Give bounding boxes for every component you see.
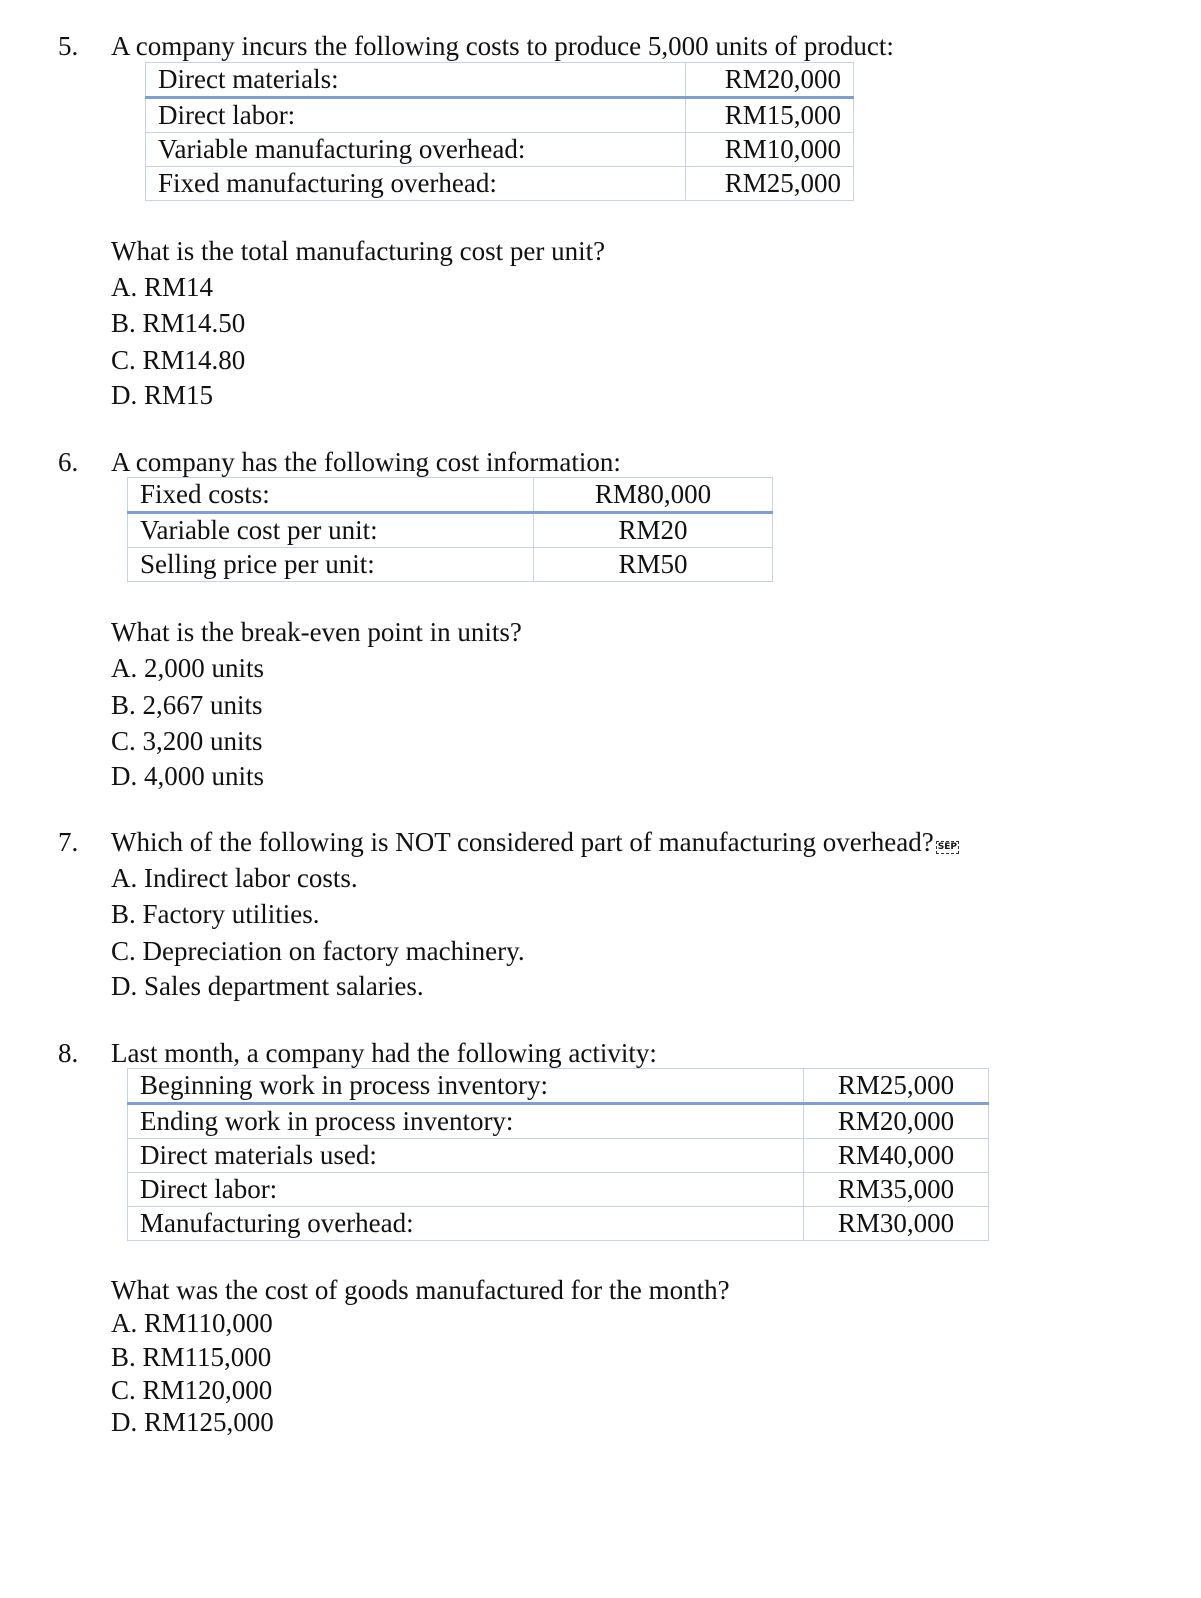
q5-option-a: A. RM14	[111, 272, 214, 302]
q8-row-label: Direct materials used:	[128, 1139, 804, 1173]
q5-question: What is the total manufacturing cost per unit?	[111, 236, 606, 266]
q7-number: 7.	[58, 827, 79, 857]
table-row	[128, 548, 773, 582]
q7-option-a: A. Indirect labor costs.	[111, 863, 358, 893]
q8-row-label: Manufacturing overhead:	[128, 1207, 804, 1241]
q6-row-value: RM50	[534, 548, 773, 582]
q5-option-b: B. RM14.50	[111, 308, 246, 338]
q5-row-value: RM25,000	[686, 167, 854, 201]
q5-stem: A company incurs the following costs to produce 5,000 units of product:	[111, 31, 894, 61]
q8-number: 8.	[58, 1038, 79, 1068]
q8-option-b: B. RM115,000	[111, 1342, 272, 1372]
q6-question: What is the break-even point in units?	[111, 617, 522, 647]
q6-option-b: B. 2,667 units	[111, 690, 263, 720]
q5-number: 5.	[58, 31, 79, 61]
q7-option-d: D. Sales department salaries.	[111, 971, 424, 1001]
q5-row-label: Variable manufacturing overhead:	[146, 133, 686, 167]
table-row	[128, 1207, 989, 1241]
q7-option-c: C. Depreciation on factory machinery.	[111, 936, 525, 966]
q8-option-a: A. RM110,000	[111, 1308, 273, 1338]
sep-glyph-icon: SEP	[937, 842, 957, 852]
table-row	[146, 98, 854, 133]
q6-cost-table	[127, 477, 773, 582]
q6-option-c: C. 3,200 units	[111, 726, 263, 756]
q6-row-value: RM80,000	[534, 478, 773, 513]
q8-row-label: Ending work in process inventory:	[128, 1104, 804, 1139]
q8-row-value: RM35,000	[804, 1173, 989, 1207]
q5-row-label: Direct labor:	[146, 98, 686, 133]
table-row	[146, 133, 854, 167]
q5-option-d: D. RM15	[111, 380, 214, 410]
q5-row-value: RM10,000	[686, 133, 854, 167]
q5-row-value: RM20,000	[686, 63, 854, 98]
q5-option-c: C. RM14.80	[111, 345, 246, 375]
q8-row-label: Beginning work in process inventory:	[128, 1069, 804, 1104]
q5-cost-table	[145, 62, 854, 201]
q7-stem-line	[111, 829, 959, 856]
q8-option-d: D. RM125,000	[111, 1407, 274, 1437]
q6-stem: A company has the following cost information:	[111, 447, 621, 477]
q8-question: What was the cost of goods manufactured for the month?	[111, 1275, 730, 1305]
q8-row-label: Direct labor:	[128, 1173, 804, 1207]
q8-row-value: RM30,000	[804, 1207, 989, 1241]
q5-row-value: RM15,000	[686, 98, 854, 133]
q8-row-value: RM25,000	[804, 1069, 989, 1104]
q6-row-label: Selling price per unit:	[128, 548, 534, 582]
q5-row-label: Direct materials:	[146, 63, 686, 98]
table-row	[146, 63, 854, 98]
q7-option-b: B. Factory utilities.	[111, 899, 320, 929]
q6-row-label: Fixed costs:	[128, 478, 534, 513]
table-row	[128, 1069, 989, 1104]
q5-row-label: Fixed manufacturing overhead:	[146, 167, 686, 201]
q8-row-value: RM40,000	[804, 1139, 989, 1173]
table-row	[146, 167, 854, 201]
q6-number: 6.	[58, 447, 79, 477]
table-row	[128, 513, 773, 548]
table-row	[128, 1104, 989, 1139]
q8-row-value: RM20,000	[804, 1104, 989, 1139]
q6-row-label: Variable cost per unit:	[128, 513, 534, 548]
q6-option-a: A. 2,000 units	[111, 653, 265, 683]
q6-row-value: RM20	[534, 513, 773, 548]
q8-option-c: C. RM120,000	[111, 1375, 273, 1405]
q6-option-d: D. 4,000 units	[111, 761, 265, 791]
table-row	[128, 1139, 989, 1173]
q8-stem: Last month, a company had the following activity:	[111, 1038, 657, 1068]
table-row	[128, 478, 773, 513]
q8-activity-table	[127, 1068, 989, 1241]
table-row	[128, 1173, 989, 1207]
q7-stem: Which of the following is NOT considered part of manufacturing overhead?	[111, 827, 934, 857]
